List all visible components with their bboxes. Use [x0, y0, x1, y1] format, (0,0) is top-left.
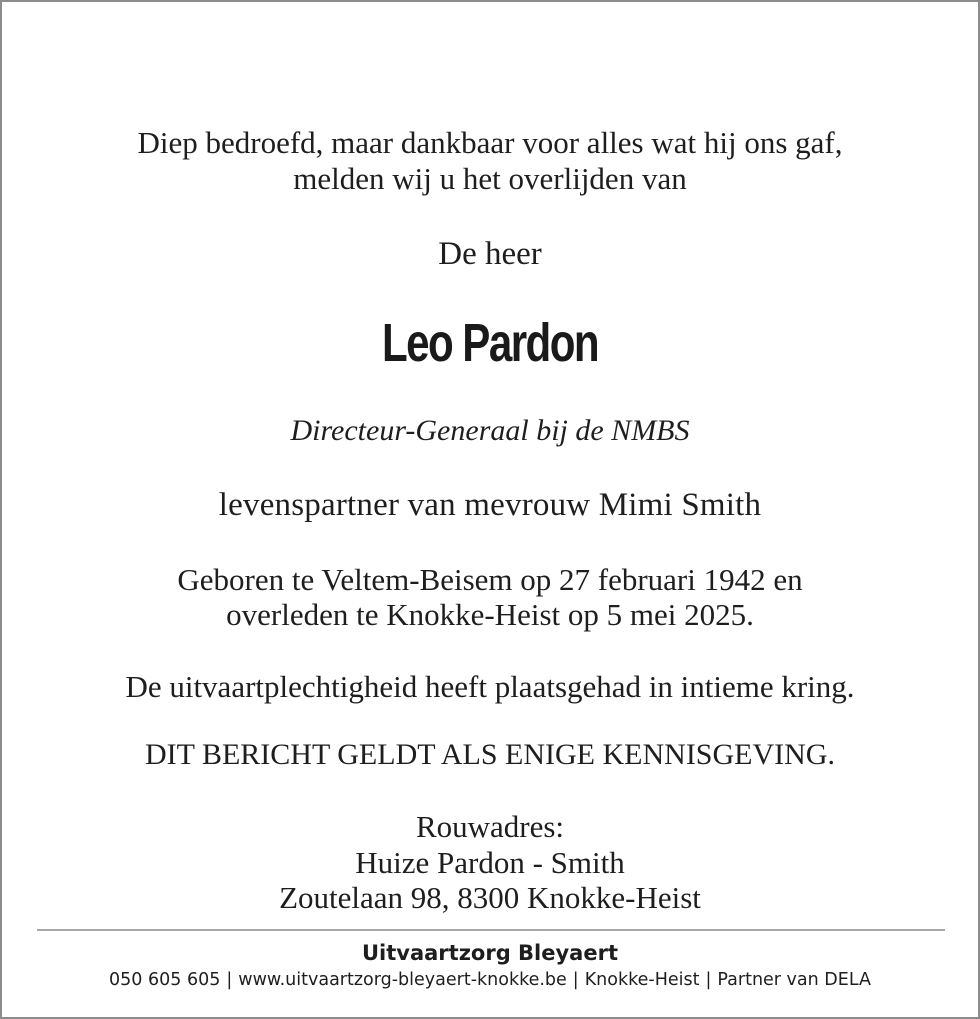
footer-website[interactable]: www.uitvaartzorg-bleyaert-knokke.be	[238, 970, 567, 990]
birth-line: Geboren te Veltem-Beisem op 27 februari 1942 en	[177, 562, 803, 597]
deceased-function: Directeur-Generaal bij de NMBS	[290, 414, 690, 447]
address-label: Rouwadres:	[415, 809, 565, 844]
footer-partner: Partner van DELA	[717, 970, 871, 990]
funeral-home-name: Uitvaartzorg Bleyaert	[361, 941, 618, 965]
intro-line-2: melden wij u het overlijden van	[293, 161, 687, 196]
deceased-name: Leo Pardon	[381, 313, 599, 373]
death-line: overleden te Knokke-Heist op 5 mei 2025.	[226, 597, 754, 632]
footer-phone[interactable]: 050 605 605	[109, 970, 221, 990]
address-line-2: Zoutelaan 98, 8300 Knokke-Heist	[279, 880, 701, 915]
funeral-home-info	[2, 967, 978, 993]
partner-line: levenspartner van mevrouw Mimi Smith	[218, 487, 762, 523]
footer-separator: |	[226, 970, 233, 990]
address-line-1: Huize Pardon - Smith	[355, 845, 625, 880]
notice-line: DIT BERICHT GELDT ALS ENIGE KENNISGEVING.	[145, 738, 835, 771]
footer-separator: |	[572, 970, 579, 990]
footer-location: Knokke-Heist	[584, 970, 700, 990]
footer-separator: |	[705, 970, 712, 990]
intro-line-1: Diep bedroefd, maar dankbaar voor alles wat hij ons gaf,	[137, 125, 843, 160]
salutation: De heer	[438, 236, 542, 272]
footer-divider	[37, 929, 945, 931]
ceremony-line: De uitvaartplechtigheid heeft plaatsgehad in intieme kring.	[125, 669, 855, 704]
